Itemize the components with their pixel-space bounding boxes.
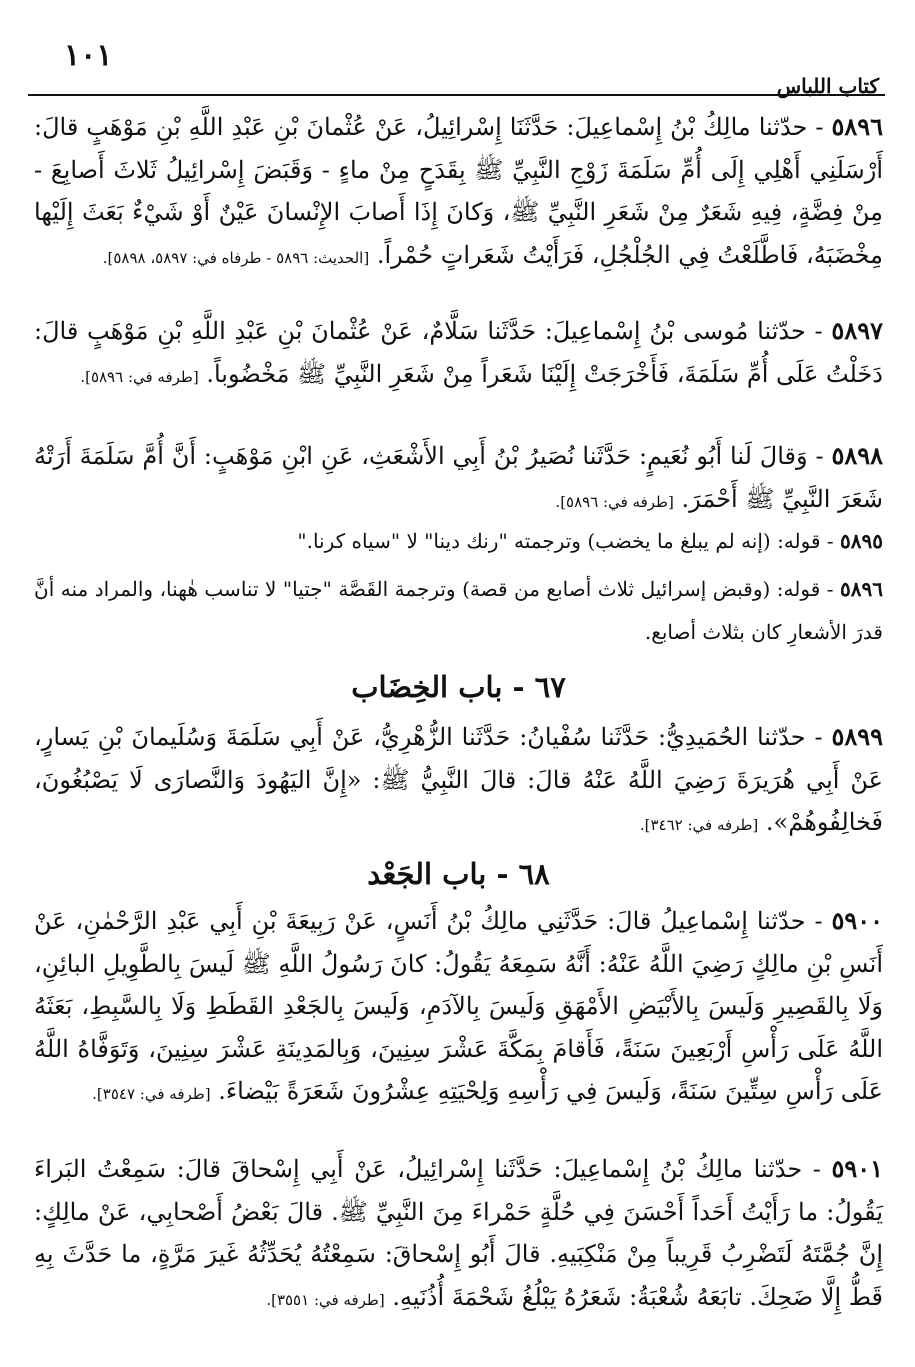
dash: -	[807, 442, 832, 470]
page-number: ١٠١	[64, 38, 113, 73]
dash: -	[807, 113, 832, 141]
hadith-text: وَقالَ لَنا أَبُو نُعَيمٍ: حَدَّثَنا نُصَيرُ بْنُ أَبِي الأَشْعَثِ، عَنِ ابْنِ مَوْهَبٍ: أَنَّ أُمَّ سَلَمَةَ أَرَتْهُ شَعَرَ النَّبِيِّ ﷺ أَحْمَرَ.	[34, 442, 883, 513]
hadith-5901	[34, 1148, 883, 1321]
dash: -	[805, 907, 832, 935]
hadith-number: ٥٩٠٠	[831, 906, 884, 935]
hadith-5896	[34, 106, 883, 279]
book-title: كتاب اللباس	[776, 74, 879, 98]
hadith-text: حدّثنا إِسْماعِيلُ قالَ: حَدَّثَنِي مالِكُ بْنُ أَنَسٍ، عَنْ رَبِيعَةَ بْنِ أَبِي عَبْدِ الرَّحْمٰنِ، عَنْ أَنَسِ بْنِ مالِكٍ رَضِيَ اللَّهُ عَنْهُ: أَنَّهُ سَمِعَهُ يَقُولُ: كانَ رَسُولُ اللَّهِ ﷺ لَيسَ بِالطَّوِيلِ البائِنِ، وَلَا بِالقَصِيرِ وَلَيسَ بِالأَبْيَضِ الأَمْهَقِ وَلَيسَ بِالآدَمِ، وَلَيسَ بِالجَعْدِ القَطَطِ وَلَا بِالسَّبِطِ، بَعَثَهُ اللَّهُ عَلَى رَأْسِ أَرْبَعِينَ سَنَةً، فَأَقامَ بِمَكَّةَ عَشْرَ سِنِينَ، وَبِالمَدِينَةِ عَشْرَ سِنِينَ، وَتَوَفَّاهُ اللَّهُ عَلَى رَأْسِ سِتِّينَ سَنَةً، وَلَيسَ فِي رَأْسِهِ وَلِحْيَتِهِ عِشْرُونَ شَعَرَةً بَيْضاءَ.	[34, 907, 884, 1105]
hadith-number: ٥٨٩٦	[831, 112, 883, 141]
hadith-reference: [الحديث: ٥٨٩٦ - طرفاه في: ٥٨٩٧، ٥٨٩٨].	[102, 248, 370, 267]
note-5895	[34, 520, 883, 563]
dash: -	[820, 529, 841, 553]
hadith-number: ٥٨٩٩	[831, 722, 883, 751]
note-number: ٥٨٩٥	[840, 529, 883, 553]
hadith-5897	[34, 310, 883, 398]
hadith-reference: [طرفه في: ٣٤٦٢].	[639, 816, 759, 834]
hadith-5898	[34, 435, 883, 523]
hadith-text: حدّثنا الحُمَيدِيُّ: حَدَّثَنا سُفْيانُ: حَدَّثَنا الزُّهْرِيُّ، عَنْ أَبِي سَلَمَةَ وَسُلَيمانَ بْنِ يَسارٍ، عَنْ أَبِي هُرَيرَةَ رَضِيَ اللَّهُ عَنْهُ قالَ: قالَ النَّبِيُّ ﷺ: «إِنَّ اليَهُودَ وَالنَّصارَى لَا يَصْبُغُونَ، فَخالِفُوهُمْ».	[34, 723, 883, 836]
hadith-reference: [طرفه في: ٣٥٥١].	[266, 1290, 385, 1309]
note-5896	[34, 568, 883, 653]
note-text: قوله: (وقبض إسرائيل ثلاث أصابع من قصة) وترجمة القَصَّة "جتيا" لا تناسب هٰهنا، والمراد منه أنَّ قدرَ الأشعارِ كان بثلاث أصابع.	[34, 577, 883, 644]
hadith-reference: [طرفه في: ٥٨٩٦].	[80, 367, 199, 386]
hadith-reference: [طرفه في: ٥٨٩٦].	[555, 492, 674, 511]
dash: -	[820, 577, 841, 601]
hadith-5900	[34, 900, 883, 1116]
hadith-reference: [طرفه في: ٣٥٤٧].	[92, 1085, 211, 1103]
chapter-68-heading: ٦٨ - باب الجَعْد	[367, 857, 550, 891]
note-number: ٥٨٩٦	[840, 577, 883, 601]
chapter-67-heading: ٦٧ - باب الخِضَاب	[351, 670, 566, 704]
hadith-text: حدّثنا مالِكُ بْنُ إِسْماعِيلَ: حَدَّثَنَا إِسْرائِيلُ، عَنْ عُثْمانَ بْنِ عَبْدِ اللَّهِ بْنِ مَوْهَبٍ قالَ: أَرْسَلَنِي أَهْلِي إِلَى أُمِّ سَلَمَةَ زَوْجِ النَّبِيِّ ﷺ بِقَدَحٍ مِنْ ماءٍ - وَقَبَضَ إِسْرائِيلُ ثَلاثَ أَصابِعَ - مِنْ فِضَّةٍ، فِيهِ شَعَرٌ مِنْ شَعَرِ النَّبِيِّ ﷺ، وَكانَ إِذَا أَصابَ الإِنْسانَ عَيْنٌ أَوْ شَيْءٌ بَعَثَ إِلَيْها مِخْضَبَهُ، فَاطَّلَعْتُ فِي الجُلْجُلِ، فَرَأَيْتُ شَعَراتٍ حُمْراً.	[34, 113, 883, 269]
page-header	[28, 28, 885, 96]
hadith-text: حدّثنا مالِكُ بْنُ إِسْماعِيلَ: حَدَّثَنا إِسْرائِيلُ، عَنْ أَبِي إِسْحاقَ قالَ: سَمِعْتُ البَراءَ يَقُولُ: ما رَأَيْتُ أَحَداً أَحْسَنَ فِي حُلَّةٍ حَمْراءَ مِنَ النَّبِيِّ ﷺ. قالَ بَعْضُ أَصْحابِي، عَنْ مالِكٍ: إِنَّ جُمَّتَهُ لَتَضْرِبُ قَرِيباً مِنْ مَنْكِبَيهِ. قالَ أَبُو إِسْحاقَ: سَمِعْتُهُ يُحَدِّثُهُ غَيرَ مَرَّةٍ، ما حَدَّثَ بِهِ قَطُّ إِلَّا ضَحِكَ. تابَعَهُ شُعْبَةُ: شَعَرُهُ يَبْلُغُ شَحْمَةَ أُذُنَيهِ.	[34, 1155, 884, 1311]
dash: -	[802, 1155, 832, 1183]
hadith-text: حدّثنا مُوسى بْنُ إِسْماعِيلَ: حَدَّثَنا سَلَّامٌ، عَنْ عُثْمانَ بْنِ عَبْدِ اللَّهِ بْنِ مَوْهَبٍ قالَ: دَخَلْتُ عَلَى أُمِّ سَلَمَةَ، فَأَخْرَجَتْ إِلَيْنَا شَعَراً مِنْ شَعَرِ النَّبِيِّ ﷺ مَخْضُوباً.	[34, 317, 883, 388]
dash: -	[805, 317, 832, 345]
hadith-number: ٥٩٠١	[831, 1154, 883, 1183]
hadith-number: ٥٨٩٧	[831, 316, 883, 345]
hadith-number: ٥٨٩٨	[831, 441, 883, 470]
dash: -	[805, 723, 832, 751]
hadith-5899	[34, 716, 883, 847]
note-text: قوله: (إنه لم يبلغ ما يخضب) وترجمته "رنك دينا" لا "سياه كرنا."	[297, 529, 821, 553]
